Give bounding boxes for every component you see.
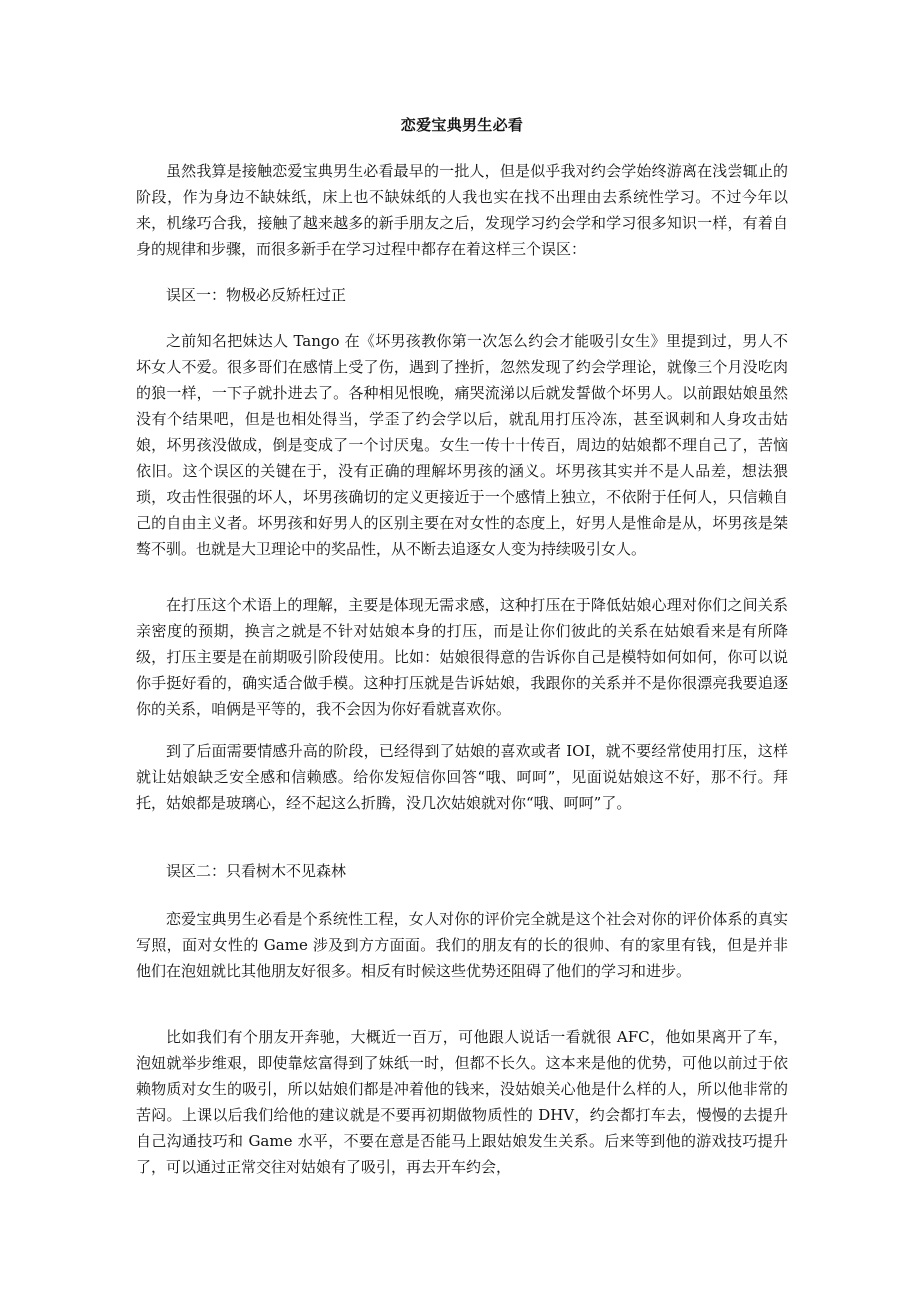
paragraph-benz-friend: 比如我们有个朋友开奔驰，大概近一百万，可他跟人说话一看就很 AFC，他如果离开了车，泡妞就举步维艰，即使靠炫富得到了妹纸一时，但都不长久。这本来是他的优势，可他以前过于依赖物质对女生的吸引，所以姑娘们都是冲着他的钱来，没姑娘关心他是什么样的人，所以他非常的苦闷。上课以后我们给他的建议就是不要再初期做物质性的 DHV，约会都打车去，慢慢的去提升自己沟通技巧和 Game 水平，不要在意是否能马上跟姑娘发生关系。后来等到他的游戏技巧提升了，可以通过正常交往对姑娘有了吸引，再去开车约会， [136,1028,788,1176]
paragraph-later-stage: 到了后面需要情感升高的阶段，已经得到了姑娘的喜欢或者 IOI，就不要经常使用打压，这样就让姑娘缺乏安全感和信赖感。给你发短信你回答“哦、呵呵”，见面说姑娘这不好，那不行。拜托，姑娘都是玻璃心，经不起这么折腾，没几次姑娘就对你“哦、呵呵”了。 [136,742,788,812]
section-heading-mistake-two: 误区二：只看树木不见森林 [166,862,347,880]
paragraph-intro: 虽然我算是接触恋爱宝典男生必看最早的一批人，但是似乎我对约会学始终游离在浅尝辄止的阶段，作为身边不缺妹纸，床上也不缺妹纸的人我也实在找不出理由去系统性学习。不过今年以来，机缘巧合我，接触了越来越多的新手朋友之后，发现学习约会学和学习很多知识一样，有着自身的规律和步骤，而很多新手在学习过程中都存在着这样三个误区： [136,162,788,258]
document-title: 恋爱宝典男生必看 [400,116,524,134]
section-heading-mistake-one: 误区一：物极必反矫枉过正 [166,286,347,304]
paragraph-bad-boy: 之前知名把妹达人 Tango 在《坏男孩教你第一次怎么约会才能吸引女生》里提到过，男人不坏女人不爱。很多哥们在感情上受了伤，遇到了挫折，忽然发现了约会学理论，就像三个月没吃肉的狼一样，一下子就扑进去了。各种相见恨晚，痛哭流涕以后就发誓做个坏男人。以前跟姑娘虽然没有个结果吧，但是也相处得当，学歪了约会学以后，就乱用打压冷冻，甚至讽刺和人身攻击姑娘，坏男孩没做成，倒是变成了一个讨厌鬼。女生一传十十传百，周边的姑娘都不理自己了，苦恼依旧。这个误区的关键在于，没有正确的理解坏男孩的涵义。坏男孩其实并不是人品差，想法猥琐，攻击性很强的坏人，坏男孩确切的定义更接近于一个感情上独立，不依附于任何人，只信赖自己的自由主义者。坏男孩和好男人的区别主要在对女性的态度上，好男人是惟命是从，坏男孩是桀骜不驯。也就是大卫理论中的奖品性，从不断去追逐女人变为持续吸引女人。 [136,332,788,558]
paragraph-neg-definition: 在打压这个术语上的理解，主要是体现无需求感，这种打压在于降低姑娘心理对你们之间关系亲密度的预期，换言之就是不针对姑娘本身的打压，而是让你们彼此的关系在姑娘看来是有所降级，打压主要是在前期吸引阶段使用。比如：姑娘很得意的告诉你自己是模特如何如何，你可以说你手挺好看的，确实适合做手模。这种打压就是告诉姑娘，我跟你的关系并不是你很漂亮我要追逐你的关系，咱俩是平等的，我不会因为你好看就喜欢你。 [136,596,788,718]
paragraph-system-engineering: 恋爱宝典男生必看是个系统性工程，女人对你的评价完全就是这个社会对你的评价体系的真实写照，面对女性的 Game 涉及到方方面面。我们的朋友有的长的很帅、有的家里有钱，但是并非他们在泡妞就比其他朋友好很多。相反有时候这些优势还阻碍了他们的学习和进步。 [136,910,788,980]
